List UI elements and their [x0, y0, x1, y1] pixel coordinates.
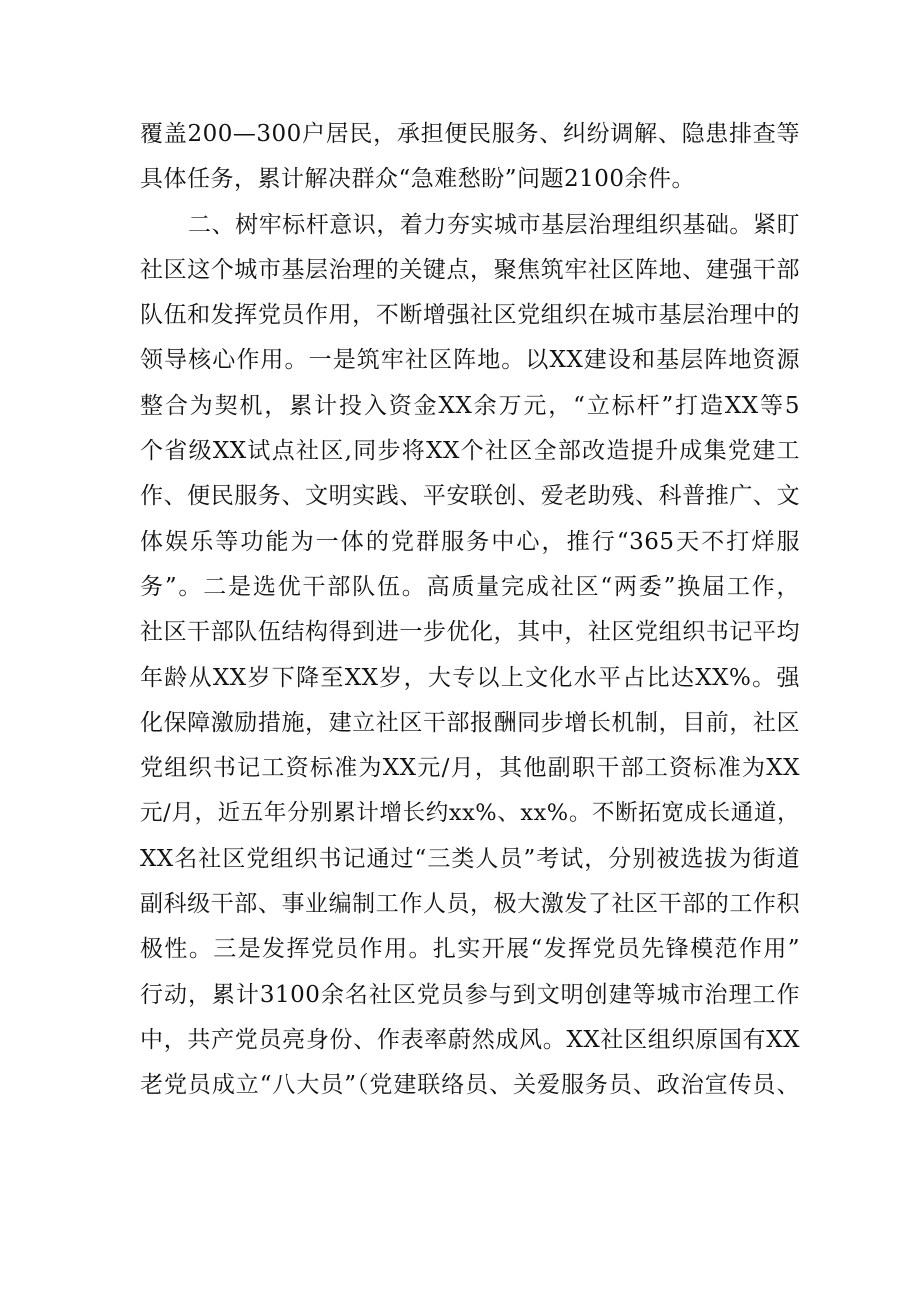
- text-line: 老党员成立“八大员”（党建联络员、关爱服务员、政治宣传员、: [140, 1072, 800, 1099]
- text-line: 作、便民服务、文明实践、平安联创、爱老助残、科普推广、文: [140, 483, 800, 510]
- text-line: 年龄从XX岁下降至XX岁，大专以上文化水平占比达XX%。强: [140, 664, 800, 691]
- text-line: 领导核心作用。一是筑牢社区阵地。以XX建设和基层阵地资源: [140, 347, 800, 374]
- text-line: 中，共产党员亮身份、作表率蔚然成风。XX社区组织原国有XX: [140, 1026, 800, 1053]
- text-line: 党组织书记工资标准为XX元/月，其他副职干部工资标准为XX: [140, 755, 800, 782]
- text-line: 化保障激励措施，建立社区干部报酬同步增长机制，目前，社区: [140, 709, 800, 736]
- text-line: 务”。二是选优干部队伍。高质量完成社区“两委”换届工作，: [140, 573, 800, 600]
- section-heading-line: 二、树牢标杆意识，着力夯实城市基层治理组织基础。紧盯: [188, 211, 800, 238]
- text-line: 整合为契机，累计投入资金XX余万元，“立标杆”打造XX等5: [140, 392, 800, 419]
- text-line: 具体任务，累计解决群众“急难愁盼”问题2100余件。: [140, 166, 696, 193]
- text-line: 极性。三是发挥党员作用。扎实开展“发挥党员先锋模范作用”: [140, 936, 800, 963]
- text-line: 覆盖200—300户居民，承担便民服务、纠纷调解、隐患排查等: [140, 121, 800, 147]
- text-line: 元/月，近五年分别累计增长约xx%、xx%。不断拓宽成长通道，: [140, 800, 800, 827]
- text-line: XX名社区党组织书记通过“三类人员”考试，分别被选拔为街道: [140, 845, 800, 872]
- text-line: 社区干部队伍结构得到进一步优化，其中，社区党组织书记平均: [140, 619, 800, 646]
- text-line: 社区这个城市基层治理的关键点，聚焦筑牢社区阵地、建强干部: [140, 256, 800, 283]
- text-line: 副科级干部、事业编制工作人员，极大激发了社区干部的工作积: [140, 891, 800, 918]
- text-line: 体娱乐等功能为一体的党群服务中心，推行“365天不打烊服: [140, 528, 800, 555]
- body-text: [140, 112, 800, 1109]
- text-line: 个省级XX试点社区,同步将XX个社区全部改造提升成集党建工: [140, 438, 800, 465]
- text-line: 队伍和发挥党员作用，不断增强社区党组织在城市基层治理中的: [140, 302, 800, 329]
- text-line: 行动，累计3100余名社区党员参与到文明创建等城市治理工作: [140, 981, 800, 1008]
